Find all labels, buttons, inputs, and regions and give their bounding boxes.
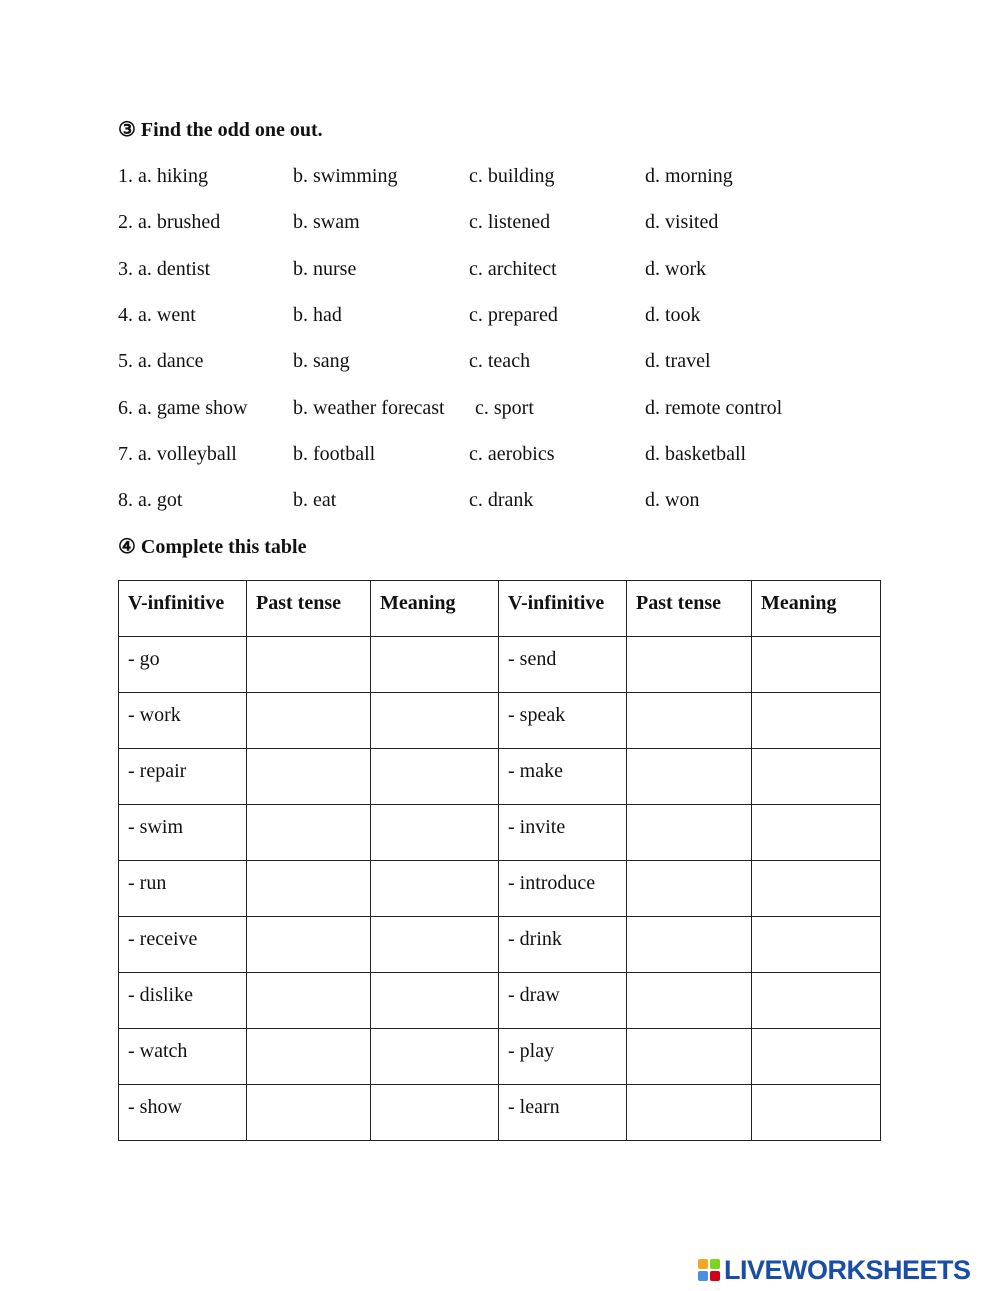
verb-cell: - introduce bbox=[499, 861, 627, 917]
past-tense-answer-cell[interactable] bbox=[627, 973, 752, 1029]
past-tense-answer-cell[interactable] bbox=[627, 917, 752, 973]
option-b: b. nurse bbox=[293, 257, 357, 280]
past-tense-answer-cell[interactable] bbox=[247, 861, 371, 917]
verb-cell: - swim bbox=[119, 805, 247, 861]
option-d: d. won bbox=[645, 489, 700, 512]
meaning-answer-cell[interactable] bbox=[371, 637, 499, 693]
option-b: b. sang bbox=[293, 350, 350, 373]
past-tense-answer-cell[interactable] bbox=[247, 693, 371, 749]
table-row bbox=[119, 805, 881, 861]
option-a: 6. a. game show bbox=[118, 396, 248, 419]
option-c: c. sport bbox=[475, 396, 534, 419]
table-row bbox=[119, 693, 881, 749]
table-row bbox=[119, 917, 881, 973]
past-tense-answer-cell[interactable] bbox=[247, 917, 371, 973]
meaning-answer-cell[interactable] bbox=[752, 1085, 881, 1141]
verb-cell: - make bbox=[499, 749, 627, 805]
verb-cell: - watch bbox=[119, 1029, 247, 1085]
section-4-title: ④ Complete this table bbox=[118, 536, 307, 558]
verb-cell: - play bbox=[499, 1029, 627, 1085]
option-c: c. prepared bbox=[469, 303, 558, 326]
verb-cell: - repair bbox=[119, 749, 247, 805]
meaning-answer-cell[interactable] bbox=[752, 861, 881, 917]
table-row bbox=[119, 861, 881, 917]
header-past-tense: Past tense bbox=[247, 581, 371, 637]
past-tense-answer-cell[interactable] bbox=[627, 805, 752, 861]
verb-cell: - dislike bbox=[119, 973, 247, 1029]
verb-cell: - work bbox=[119, 693, 247, 749]
option-a: 5. a. dance bbox=[118, 350, 204, 373]
option-c: c. aerobics bbox=[469, 442, 555, 465]
section-3-title: ③ Find the odd one out. bbox=[118, 119, 323, 141]
past-tense-answer-cell[interactable] bbox=[247, 1029, 371, 1085]
past-tense-answer-cell[interactable] bbox=[247, 805, 371, 861]
table-row bbox=[119, 1029, 881, 1085]
option-a: 1. a. hiking bbox=[118, 165, 208, 187]
verb-cell: - invite bbox=[499, 805, 627, 861]
logo-block bbox=[698, 1271, 708, 1281]
logo-block bbox=[710, 1271, 720, 1281]
option-a: 2. a. brushed bbox=[118, 211, 221, 234]
header-v-infinitive-2: V-infinitive bbox=[499, 581, 627, 637]
meaning-answer-cell[interactable] bbox=[752, 1029, 881, 1085]
meaning-answer-cell[interactable] bbox=[371, 749, 499, 805]
option-b: b. swam bbox=[293, 211, 360, 234]
meaning-answer-cell[interactable] bbox=[752, 637, 881, 693]
past-tense-answer-cell[interactable] bbox=[247, 637, 371, 693]
past-tense-answer-cell[interactable] bbox=[247, 749, 371, 805]
header-meaning: Meaning bbox=[371, 581, 499, 637]
table-row bbox=[119, 749, 881, 805]
meaning-answer-cell[interactable] bbox=[752, 973, 881, 1029]
option-a: 7. a. volleyball bbox=[118, 442, 237, 465]
meaning-answer-cell[interactable] bbox=[752, 749, 881, 805]
meaning-answer-cell[interactable] bbox=[371, 805, 499, 861]
option-c: c. architect bbox=[469, 257, 557, 280]
logo-text: LIVEWORKSHEETS bbox=[724, 1254, 971, 1285]
header-past-tense-2: Past tense bbox=[627, 581, 752, 637]
meaning-answer-cell[interactable] bbox=[371, 973, 499, 1029]
option-b: b. weather forecast bbox=[293, 396, 445, 419]
table-row bbox=[119, 1085, 881, 1141]
verb-cell: - go bbox=[119, 637, 247, 693]
past-tense-answer-cell[interactable] bbox=[247, 1085, 371, 1141]
header-meaning-2: Meaning bbox=[752, 581, 881, 637]
verb-cell: - speak bbox=[499, 693, 627, 749]
past-tense-answer-cell[interactable] bbox=[627, 1029, 752, 1085]
past-tense-answer-cell[interactable] bbox=[627, 1085, 752, 1141]
option-d: d. took bbox=[645, 303, 701, 326]
option-a: 3. a. dentist bbox=[118, 257, 211, 280]
logo-blocks-icon bbox=[698, 1259, 720, 1281]
verb-cell: - receive bbox=[119, 917, 247, 973]
liveworksheets-logo bbox=[698, 1255, 971, 1285]
meaning-answer-cell[interactable] bbox=[371, 693, 499, 749]
option-d: d. travel bbox=[645, 350, 711, 373]
header-v-infinitive: V-infinitive bbox=[119, 581, 247, 637]
option-a: 8. a. got bbox=[118, 489, 183, 512]
past-tense-answer-cell[interactable] bbox=[247, 973, 371, 1029]
table-row bbox=[119, 973, 881, 1029]
option-d: d. basketball bbox=[645, 442, 747, 465]
option-c: c. teach bbox=[469, 350, 531, 373]
past-tense-answer-cell[interactable] bbox=[627, 637, 752, 693]
logo-block bbox=[710, 1259, 720, 1269]
option-c: c. listened bbox=[469, 211, 551, 234]
past-tense-answer-cell[interactable] bbox=[627, 749, 752, 805]
past-tense-answer-cell[interactable] bbox=[627, 861, 752, 917]
past-tense-answer-cell[interactable] bbox=[627, 693, 752, 749]
verb-cell: - drink bbox=[499, 917, 627, 973]
meaning-answer-cell[interactable] bbox=[371, 1085, 499, 1141]
table-header-row bbox=[119, 581, 881, 637]
verb-cell: - send bbox=[499, 637, 627, 693]
table-row bbox=[119, 637, 881, 693]
verb-cell: - show bbox=[119, 1085, 247, 1141]
verb-cell: - run bbox=[119, 861, 247, 917]
option-d: d. morning bbox=[645, 165, 733, 187]
meaning-answer-cell[interactable] bbox=[752, 917, 881, 973]
meaning-answer-cell[interactable] bbox=[752, 693, 881, 749]
option-b: b. had bbox=[293, 303, 342, 326]
meaning-answer-cell[interactable] bbox=[752, 805, 881, 861]
option-a: 4. a. went bbox=[118, 303, 196, 326]
option-d: d. work bbox=[645, 257, 707, 280]
meaning-answer-cell[interactable] bbox=[371, 1029, 499, 1085]
option-c: c. drank bbox=[469, 489, 534, 512]
meaning-answer-cell[interactable] bbox=[371, 861, 499, 917]
option-d: d. remote control bbox=[645, 396, 783, 419]
option-b: b. football bbox=[293, 442, 376, 465]
option-b: b. eat bbox=[293, 489, 337, 512]
verb-cell: - learn bbox=[499, 1085, 627, 1141]
option-d: d. visited bbox=[645, 211, 719, 234]
option-b: b. swimming bbox=[293, 165, 398, 187]
verb-table bbox=[118, 580, 881, 1141]
meaning-answer-cell[interactable] bbox=[371, 917, 499, 973]
option-c: c. building bbox=[469, 165, 555, 187]
verb-cell: - draw bbox=[499, 973, 627, 1029]
logo-block bbox=[698, 1259, 708, 1269]
